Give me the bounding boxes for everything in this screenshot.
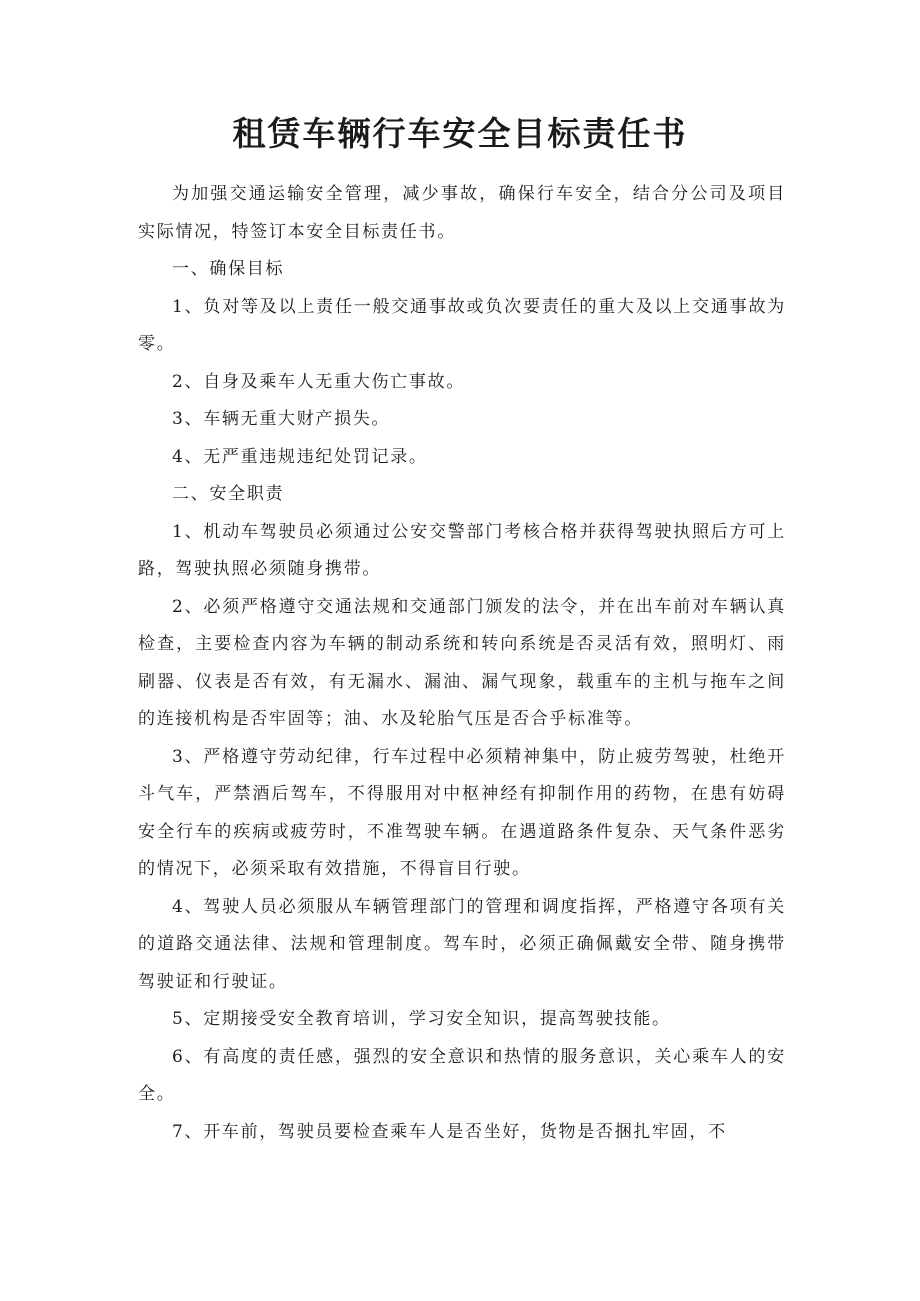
goal-item-3: 3、车辆无重大财产损失。 (172, 409, 391, 429)
duty-item-6: 6、有高度的责任感，强烈的安全意识和热情的服务意识，关心乘车人的安全。 (138, 1046, 786, 1104)
goal-item-2: 2、自身及乘车人无重大伤亡事故。 (172, 371, 466, 392)
duty-item-2: 2、必须严格遵守交通法规和交通部门颁发的法令，并在出车前对车辆认真检查，主要检查内容为车辆的制动系统和转向系统是否灵活有效，照明灯、雨刷器、仪表是否有效，有无漏水、漏油、漏气现象，载重车的主机与拖车之间的连接机构是否牢固等；油、水及轮胎气压是否合乎标准等。 (138, 596, 786, 729)
duty-item-7: 7、开车前，驾驶员要检查乘车人是否坐好，货物是否捆扎牢固，不 (172, 1121, 727, 1142)
duty-item-5: 5、定期接受安全教育培训，学习安全知识，提高驾驶技能。 (172, 1009, 671, 1029)
goal-item-4: 4、无严重违规违纪处罚记录。 (172, 446, 428, 467)
goal-item-1: 1、负对等及以上责任一般交通事故或负次要责任的重大及以上交通事故为零。 (138, 296, 786, 354)
section-heading-goals: 一、确保目标 (172, 259, 285, 279)
duty-item-1: 1、机动车驾驶员必须通过公安交警部门考核合格并获得驾驶执照后方可上路，驾驶执照必须随身携带。 (138, 521, 786, 579)
duty-item-3: 3、严格遵守劳动纪律，行车过程中必须精神集中，防止疲劳驾驶，杜绝开斗气车，严禁酒后驾车，不得服用对中枢神经有抑制作用的药物，在患有妨碍安全行车的疾病或疲劳时，不准驾驶车辆。在遇道路条件复杂、天气条件恶劣的情况下，必须采取有效措施，不得盲目行驶。 (138, 746, 786, 879)
section-heading-duties: 二、安全职责 (172, 484, 285, 504)
document-title: 租赁车辆行车安全目标责任书 (232, 114, 688, 153)
intro-paragraph: 为加强交通运输安全管理，减少事故，确保行车安全，结合分公司及项目实际情况，特签订本安全目标责任书。 (138, 184, 786, 242)
document-body (138, 176, 786, 1151)
duty-item-4: 4、驾驶人员必须服从车辆管理部门的管理和调度指挥，严格遵守各项有关的道路交通法律、法规和管理制度。驾车时，必须正确佩戴安全带、随身携带驾驶证和行驶证。 (138, 896, 786, 992)
